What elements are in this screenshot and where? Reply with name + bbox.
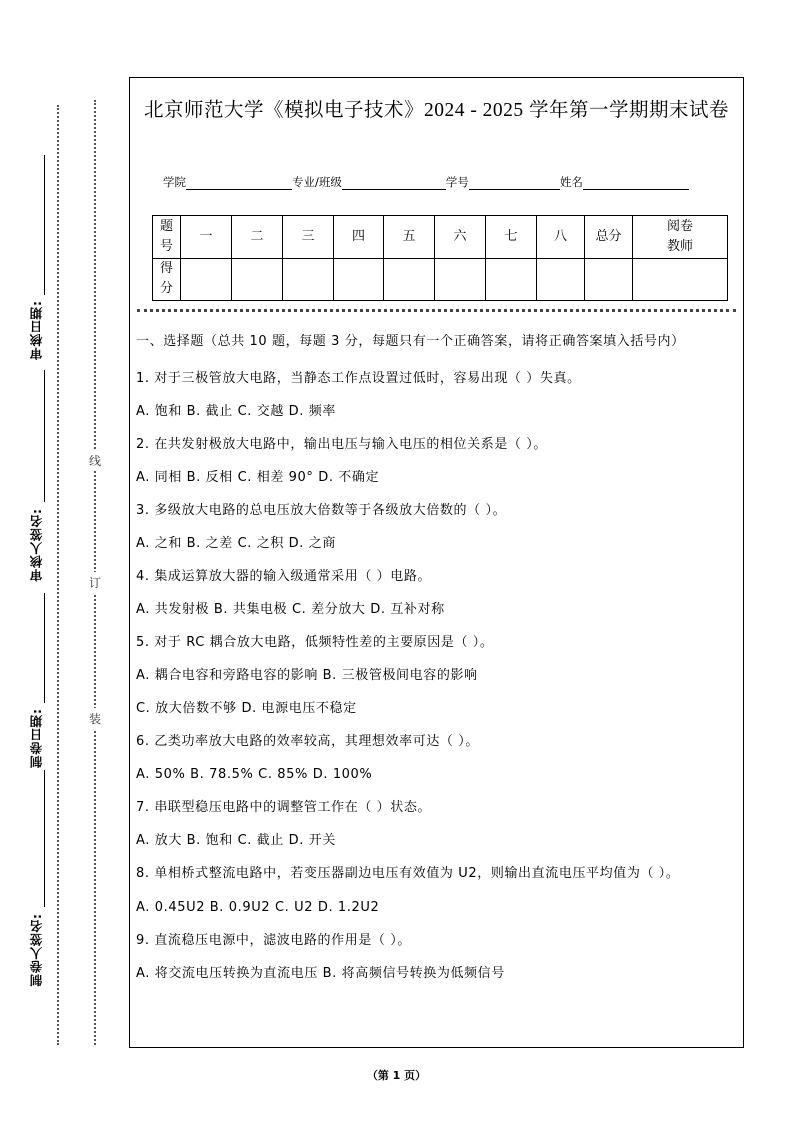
score-table-header-row: [153, 216, 728, 259]
grader-cell[interactable]: [633, 258, 728, 301]
name-label: 姓名: [559, 175, 583, 189]
question-options: C. 放大倍数不够 D. 电源电压不稳定: [136, 701, 357, 716]
question-list: [136, 362, 737, 990]
grader-head: 阅卷 教师: [633, 216, 728, 259]
column-2: 二: [232, 216, 283, 259]
page-number: （第 1 页）: [366, 1069, 427, 1082]
college-label: 学院: [163, 175, 186, 189]
college-field[interactable]: [186, 176, 292, 190]
question-options: A. 将交流电压转换为直流电压 B. 将高频信号转换为低频信号: [136, 966, 505, 981]
column-8: 八: [537, 216, 585, 259]
reviewer-sign-label: 审核人签名:: [29, 508, 44, 582]
score-cell[interactable]: [334, 258, 384, 301]
question-stem: 7. 串联型稳压电路中的调整管工作在（ ）状态。: [136, 800, 432, 815]
question-stem: 5. 对于 RC 耦合放大电路，低频特性差的主要原因是（ ）。: [136, 635, 494, 650]
question-options: A. 耦合电容和旁路电容的影响 B. 三极管极间电容的影响: [136, 668, 478, 683]
question-stem: 2. 在共发射极放大电路中，输出电压与输入电压的相位关系是（ ）。: [136, 437, 547, 452]
student-id-field[interactable]: [469, 176, 560, 190]
score-cell[interactable]: [181, 258, 232, 301]
review-date-label: 审核日期:: [29, 300, 44, 360]
section-heading: 一、选择题（总共 10 题，每题 3 分，每题只有一个正确答案，请将正确答案填入括号内）: [136, 334, 685, 349]
question-options: A. 同相 B. 反相 C. 相差 90° D. 不确定: [136, 470, 380, 485]
student-id-label: 学号: [445, 175, 469, 189]
binding-char-staple: 订: [89, 572, 101, 593]
binding-char-fold: 装: [89, 708, 101, 729]
column-3: 三: [283, 216, 334, 259]
column-6: 六: [435, 216, 486, 259]
question-options: A. 0.45U2 B. 0.9U2 C. U2 D. 1.2U2: [136, 900, 380, 915]
make-date-label: 制卷日期:: [29, 708, 44, 768]
major-field[interactable]: [342, 176, 446, 190]
maker-sign-label: 制卷人签名:: [29, 913, 44, 987]
score-cell[interactable]: [435, 258, 486, 301]
column-7: 七: [486, 216, 537, 259]
question-options: A. 共发射极 B. 共集电极 C. 差分放大 D. 互补对称: [136, 602, 445, 617]
maker-sign-line: [44, 770, 45, 907]
make-date-line: [44, 593, 45, 703]
column-1: 一: [181, 216, 232, 259]
question-section: [136, 331, 737, 990]
exam-title: 北京师范大学《模拟电子技术》2024 - 2025 学年第一学期期末试卷: [143, 100, 730, 121]
question-stem: 6. 乙类功率放大电路的效率较高，其理想效率可达（ ）。: [136, 734, 479, 749]
score-table-score-row: [153, 258, 728, 301]
question-options: A. 饱和 B. 截止 C. 交越 D. 频率: [136, 404, 336, 419]
reviewer-sign-line: [44, 370, 45, 502]
major-label: 专业/班级: [292, 175, 342, 189]
question-stem: 4. 集成运算放大器的输入级通常采用（ ）电路。: [136, 569, 432, 584]
question-stem: 3. 多级放大电路的总电压放大倍数等于各级放大倍数的（ ）。: [136, 503, 507, 518]
exam-paper: [129, 77, 744, 1048]
question-stem: 9. 直流稳压电源中，滤波电路的作用是（ ）。: [136, 933, 411, 948]
score-cell[interactable]: [384, 258, 435, 301]
column-total: 总分: [585, 216, 633, 259]
name-field[interactable]: [583, 176, 689, 190]
binding-char-line: 线: [89, 450, 101, 471]
score-cell[interactable]: [232, 258, 283, 301]
question-stem: 1. 对于三极管放大电路，当静态工作点设置过低时，容易出现（ ）失真。: [136, 371, 581, 386]
score-row-head: 得 分: [153, 258, 181, 301]
separator-dotted-line: [137, 309, 736, 312]
score-table: [152, 215, 728, 301]
column-5: 五: [384, 216, 435, 259]
score-cell-total[interactable]: [585, 258, 633, 301]
student-info-row: [163, 174, 689, 190]
score-cell[interactable]: [283, 258, 334, 301]
score-cell[interactable]: [537, 258, 585, 301]
question-stem: 8. 单相桥式整流电路中，若变压器副边电压有效值为 U2，则输出直流电压平均值为（ ）。: [136, 866, 680, 881]
score-cell[interactable]: [486, 258, 537, 301]
question-options: A. 50% B. 78.5% C. 85% D. 100%: [136, 767, 373, 782]
question-number-head: 题 号: [153, 216, 181, 259]
review-date-line: [44, 155, 45, 295]
left-dotted-line: [57, 105, 59, 1045]
question-options: A. 放大 B. 饱和 C. 截止 D. 开关: [136, 833, 336, 848]
column-4: 四: [334, 216, 384, 259]
question-options: A. 之和 B. 之差 C. 之积 D. 之商: [136, 536, 336, 551]
